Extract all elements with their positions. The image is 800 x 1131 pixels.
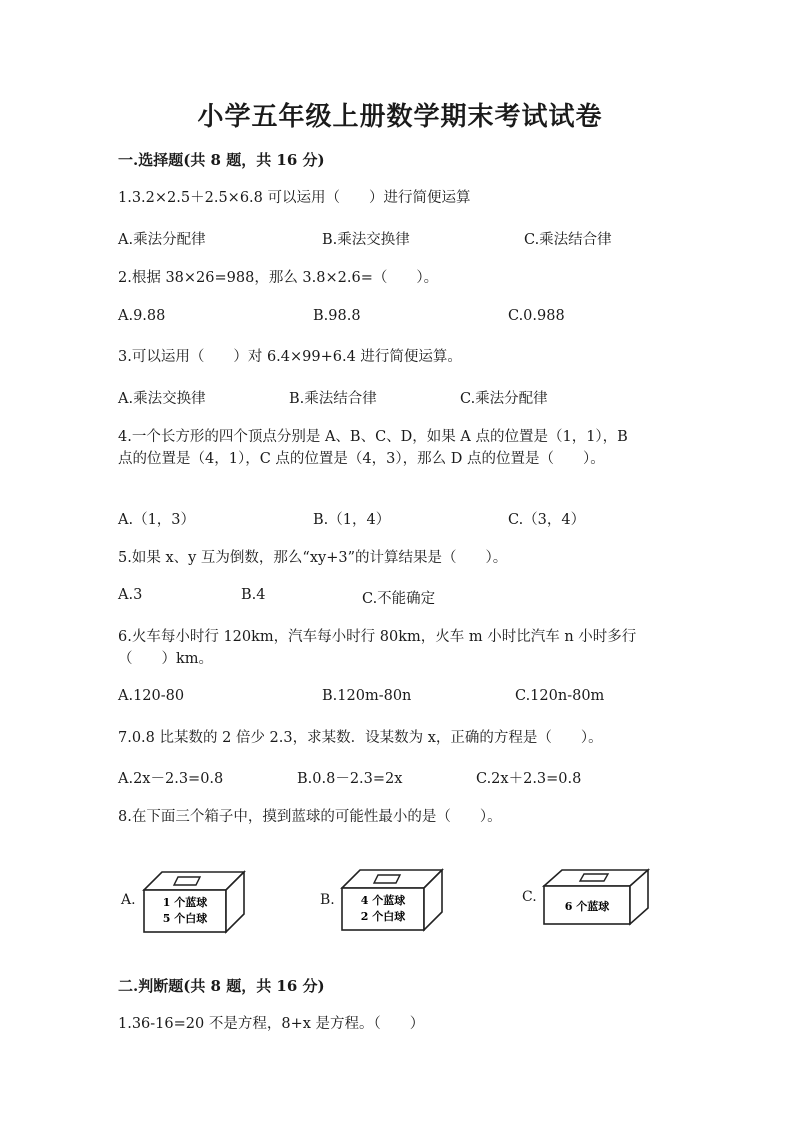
q6-option-c[interactable]: C.120n-80m	[515, 688, 605, 704]
question-6-line-1: 6.火车每小时行 120km，汽车每小时行 80km，火车 m 小时比汽车 n 小时多行	[118, 629, 637, 645]
q8-option-a-label[interactable]: A.	[121, 892, 136, 908]
q5-option-b[interactable]: B.4	[241, 587, 266, 603]
question-6-line-2: （ ）km。	[118, 651, 214, 667]
q1-option-a[interactable]: A.乘法分配律	[118, 232, 206, 248]
box-a-line-1: 1 个蓝球	[162, 896, 208, 909]
q1-option-b[interactable]: B.乘法交换律	[322, 232, 410, 248]
box-c-line-1: 6 个蓝球	[564, 900, 610, 913]
box-b-line-1: 4 个蓝球	[360, 894, 406, 907]
section-heading-judgement: 二.判断题(共 8 题，共 16 分)	[118, 977, 325, 995]
question-8: 8.在下面三个箱子中，摸到蓝球的可能性最小的是（ ）。	[118, 809, 502, 825]
question-4-line-1: 4.一个长方形的四个顶点分别是 A、B、C、D，如果 A 点的位置是（1，1），B	[118, 429, 628, 445]
q8-option-c-label[interactable]: C.	[522, 889, 537, 905]
q2-option-a[interactable]: A.9.88	[118, 308, 166, 324]
q8-option-b-label[interactable]: B.	[320, 892, 335, 908]
box-a-illustration[interactable]	[140, 868, 248, 936]
q7-option-b[interactable]: B.0.8－2.3=2x	[297, 771, 403, 787]
q3-option-c[interactable]: C.乘法分配律	[460, 391, 548, 407]
box-b-illustration[interactable]	[338, 866, 446, 934]
question-5: 5.如果 x、y 互为倒数，那么“xy+3”的计算结果是（ ）。	[118, 550, 508, 566]
q5-option-a[interactable]: A.3	[118, 587, 143, 603]
judgement-question-1: 1.36-16=20 不是方程，8+x 是方程。（ ）	[118, 1016, 425, 1032]
q6-option-b[interactable]: B.120m-80n	[322, 688, 412, 704]
q5-option-c[interactable]: C.不能确定	[362, 591, 436, 607]
box-c-illustration[interactable]	[540, 866, 652, 928]
section-heading-choice: 一.选择题(共 8 题，共 16 分)	[118, 151, 325, 169]
question-7: 7.0.8 比某数的 2 倍少 2.3，求某数．设某数为 x，正确的方程是（ ）。	[118, 730, 603, 746]
q2-option-b[interactable]: B.98.8	[313, 308, 361, 324]
box-a-line-2: 5 个白球	[162, 912, 208, 925]
q2-option-c[interactable]: C.0.988	[508, 308, 565, 324]
box-b-line-2: 2 个白球	[360, 910, 406, 923]
question-1: 1.3.2×2.5＋2.5×6.8 可以运用（ ）进行简便运算	[118, 190, 471, 206]
question-3: 3.可以运用（ ）对 6.4×99+6.4 进行简便运算。	[118, 349, 462, 365]
q3-option-b[interactable]: B.乘法结合律	[289, 391, 377, 407]
q3-option-a[interactable]: A.乘法交换律	[118, 391, 206, 407]
q7-option-a[interactable]: A.2x－2.3=0.8	[118, 771, 224, 787]
page-title: 小学五年级上册数学期末考试试卷	[197, 102, 603, 132]
q4-option-a[interactable]: A.（1，3）	[118, 512, 196, 528]
q6-option-a[interactable]: A.120-80	[118, 688, 185, 704]
question-4-line-2: 点的位置是（4，1），C 点的位置是（4，3），那么 D 点的位置是（ ）。	[118, 451, 605, 467]
q7-option-c[interactable]: C.2x＋2.3=0.8	[476, 771, 582, 787]
q4-option-c[interactable]: C.（3，4）	[508, 512, 586, 528]
q1-option-c[interactable]: C.乘法结合律	[524, 232, 612, 248]
question-2: 2.根据 38×26=988，那么 3.8×2.6=（ ）。	[118, 270, 439, 286]
q4-option-b[interactable]: B.（1，4）	[313, 512, 391, 528]
